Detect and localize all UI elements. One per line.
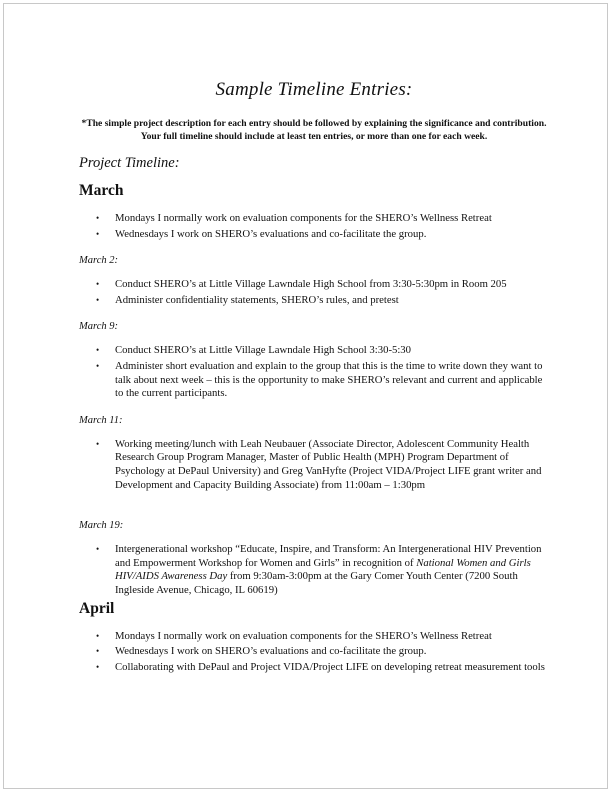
bullet-icon: • <box>96 661 100 672</box>
document-page <box>3 3 608 789</box>
bullet-icon: • <box>96 279 100 290</box>
list-item: • Conduct SHERO’s at Little Village Lawndale High School from 3:30-5:30pm in Room 205 <box>96 278 507 291</box>
date-heading-march-19: March 19: <box>79 520 124 532</box>
list-item: • Wednesdays I work on SHERO’s evaluations and co-facilitate the group. <box>96 645 427 658</box>
bullet-icon: • <box>96 228 100 239</box>
april-list <box>79 630 549 675</box>
march-19-list <box>79 543 549 597</box>
date-heading-march-9: March 9: <box>79 321 118 333</box>
date-heading-march-2: March 2: <box>79 255 118 267</box>
bullet-icon: • <box>96 544 100 555</box>
bullet-icon: • <box>96 360 100 371</box>
list-item: • Conduct SHERO’s at Little Village Lawndale High School 3:30-5:30 <box>96 344 411 357</box>
list-item: • Collaborating with DePaul and Project VIDA/Project LIFE on developing retreat measurement tools <box>96 660 545 673</box>
bullet-icon: • <box>96 646 100 657</box>
list-item: • Mondays I normally work on evaluation components for the SHERO’s Wellness Retreat <box>96 212 492 224</box>
list-item: • Working meeting/lunch with Leah Neubauer (Associate Director, Adolescent Community Health Research Group Program Manager, Master of Public Health (MPH) Program Department of Psychology at DePaul University) and Greg VanHyfte (Project VIDA/Project LIFE grant writer and Development and Capacity Building Associate) from 11:00am – 1:30pm <box>96 437 542 491</box>
list-item: • Administer short evaluation and explain to the group that this is the time to write down they want to talk about next week – this is the opportunity to make SHERO’s relevant and current and applicable to the current participants. <box>96 359 543 400</box>
march-2-list <box>79 278 549 307</box>
bullet-icon: • <box>96 630 100 641</box>
date-heading-march-11: March 11: <box>79 414 123 426</box>
document-title: Sample Timeline Entries: <box>215 79 413 100</box>
spacer <box>79 506 549 520</box>
instruction-note: *The simple project description for each entry should be followed by explaining the significance and contribution. Your full timeline should include at least ten entries, or more than one for each week. <box>81 118 547 142</box>
bullet-icon: • <box>96 294 100 305</box>
document-content <box>79 79 549 688</box>
bullet-icon: • <box>96 213 100 223</box>
list-item: • Wednesdays I work on SHERO’s evaluations and co-facilitate the group. <box>96 227 427 240</box>
march-9-list <box>79 344 549 400</box>
list-item: • Administer confidentiality statements, SHERO’s rules, and pretest <box>96 293 399 306</box>
project-timeline-heading: Project Timeline: <box>79 155 180 171</box>
list-item: • Mondays I normally work on evaluation components for the SHERO’s Wellness Retreat <box>96 629 492 642</box>
awareness-day-title: National Women and Girls HIV/AIDS Awareness Day <box>115 556 531 583</box>
march-intro-list <box>79 212 549 241</box>
list-item: • Intergenerational workshop “Educate, Inspire, and Transform: An Intergenerational HIV Prevention and Empowerment Workshop for Women and Girls” in recognition of National Women and Girls HIV/AIDS Awareness Day from 9:30am-3:00pm at the Gary Comer Youth Center (7200 South Ingleside Avenue, Chicago, IL 60619) <box>96 543 542 596</box>
march-11-list <box>79 438 549 492</box>
bullet-icon: • <box>96 345 100 356</box>
month-heading-march: March <box>79 182 124 199</box>
bullet-icon: • <box>96 438 100 449</box>
month-heading-april: April <box>79 599 115 617</box>
